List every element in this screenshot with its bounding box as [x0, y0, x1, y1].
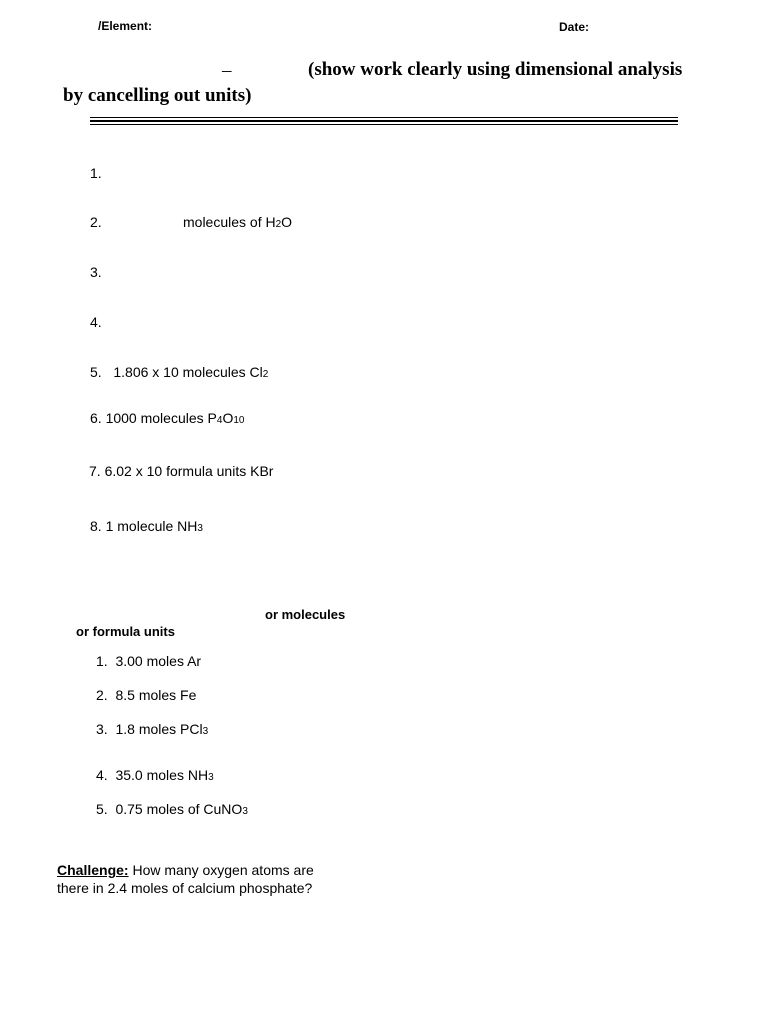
part2-item-3: 3. 1.8 moles PCl3 — [96, 721, 209, 737]
part2-heading-right: or molecules — [265, 607, 346, 622]
item-number: 1. — [96, 653, 108, 669]
challenge-label: Challenge: — [57, 862, 129, 878]
part1-item-1 — [90, 165, 102, 181]
divider-line-middle — [90, 120, 678, 122]
item-number: 3. — [96, 721, 108, 737]
part1-item-7: 7. 6.02 x 10 formula units KBr — [89, 463, 274, 479]
part2-item-1: 1. 3.00 moles Ar — [96, 653, 202, 669]
part2-item-5: 5. 0.75 moles of CuNO3 — [96, 801, 248, 817]
part1-item-8: 8. 1 molecule NH3 — [90, 518, 203, 534]
item-number: 2. — [96, 687, 108, 703]
item-number: 1. — [90, 165, 102, 181]
part2-item-2: 2. 8.5 moles Fe — [96, 687, 197, 703]
part1-item-6: 6. 1000 molecules P4O10 — [90, 410, 245, 426]
part1-item-4 — [90, 314, 102, 330]
item-number: 8. — [90, 518, 102, 534]
instructions-line-2: by cancelling out units) — [63, 85, 252, 106]
part1-item-5: 5. 1.806 x 10 molecules Cl2 — [90, 364, 269, 380]
part1-item-3 — [90, 264, 102, 280]
part1-item-2 — [90, 214, 102, 230]
instructions-line-1: (show work clearly using dimensional analysis — [308, 59, 683, 80]
item-number: 3. — [90, 264, 102, 280]
item-number: 5. — [96, 801, 108, 817]
part2-heading-left: or formula units — [76, 624, 175, 639]
item-number: 4. — [96, 767, 108, 783]
element-label: /Element: — [98, 19, 153, 33]
item-number: 2. — [90, 214, 102, 230]
part1-item-2-text: molecules of H2O — [183, 214, 293, 230]
title-dash: – — [222, 60, 232, 81]
part2-item-4: 4. 35.0 moles NH3 — [96, 767, 214, 783]
item-number: 5. — [90, 364, 102, 380]
item-number: 7. — [89, 463, 101, 479]
divider-line-top — [90, 117, 678, 118]
date-label: Date: — [559, 20, 590, 34]
item-number: 6. — [90, 410, 102, 426]
item-number: 4. — [90, 314, 102, 330]
challenge-line-2: there in 2.4 moles of calcium phosphate? — [57, 880, 313, 896]
challenge-line-1: Challenge: How many oxygen atoms are — [57, 862, 314, 878]
divider-line-bottom — [90, 124, 678, 125]
